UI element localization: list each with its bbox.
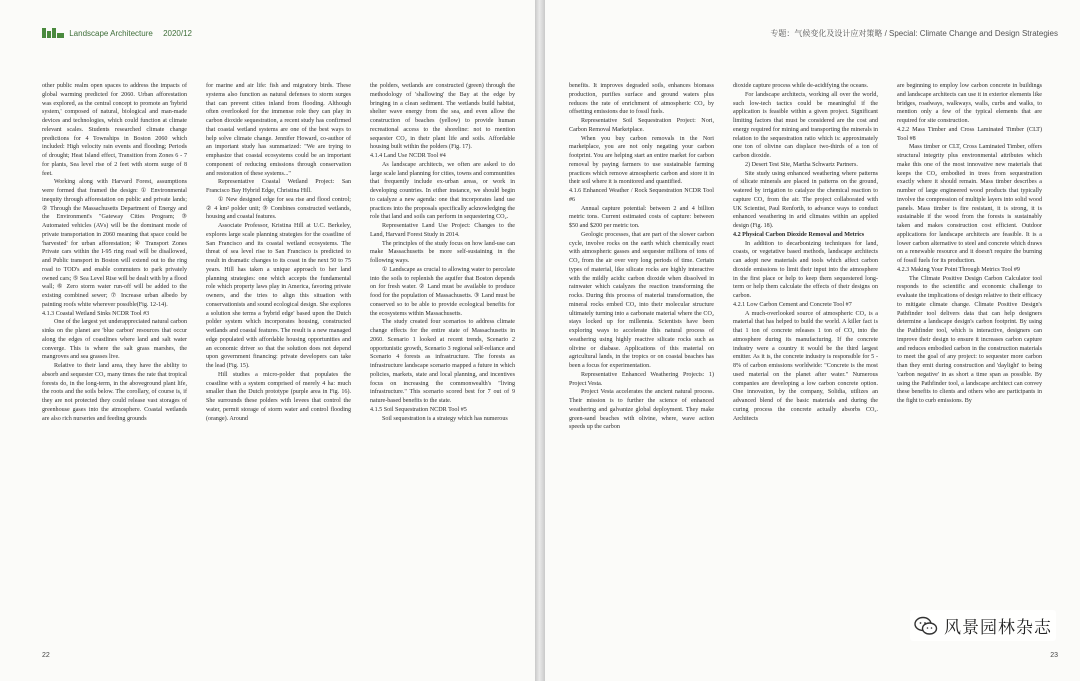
magazine-logo-icon — [42, 28, 64, 38]
body-paragraph: other public realm open spaces to address the impacts of global warming predicted for 2060. Urban afforestation was explored, as the central concept to promote an 'hybrid system,' composed of natural, biological and man-made devices and technologies, which could function at climate relevant scales. Students researched climate change predictions for 4 Townships in Boston 2060 which included: High velocity rain events and flooding; Periods of drought; Heat Island effect, Transition from Zones 6 - 7 for plants, Sea level rise of 2 feet with storm surge of 8 feet. — [42, 83, 187, 177]
body-paragraph: 4.1.5 Soil Sequestration NCDR Tool #5 — [370, 406, 467, 413]
body-paragraph: 4.1.3 Coastal Wetland Sinks NCDR Tool #3 — [42, 310, 150, 317]
body-paragraph: 4.2.3 Making Your Point Through Metrics Tool #9 — [897, 266, 1020, 273]
body-paragraph: Site study using enhanced weathering where patterns of silicate minerals are placed in patterns on the ground, watered by irrigation to catalyze the chemical reaction to capture CO₂ from the air. The project collaborated with UK Scientist, Paul Renforth, to advance ways to conduct enhanced weathering in arid climates within an applied design (Fig. 18). — [733, 170, 878, 229]
issue-date: 2020/12 — [163, 28, 192, 38]
body-paragraph: Annual capture potential: between 2 and 4 billion metric tons. Current estimated costs of capture: between $50 and $200 per metric ton. — [569, 205, 714, 229]
body-paragraph: Soil sequestration is a strategy which has numerous — [382, 415, 508, 422]
body-paragraph: 4.1.4 Land Use NCDR Tool #4 — [370, 153, 446, 159]
body-paragraph: One of the largest yet underappreciated natural carbon sinks on the planet are 'blue carbon' resources that occur along the edges of coastlines where land and salt water converge. This is where the salt grass marshes, the mangroves and sea grasses live. — [42, 319, 187, 361]
wechat-watermark — [910, 610, 1056, 641]
text-column — [206, 82, 351, 627]
body-paragraph: for marine and air life: fish and migratory birds. These systems also function as natural defenses to storm surges that can prevent cities inland from flooding. Although often overlooked for the immense role they can play in carbon dioxide sequestration, a recent study has confirmed that coastal wetland systems are one of the best ways to help solve climate change. Jennifer Howard, co-author of an important study has summarized: "We are trying to emphasize that coastal ecosystems could be an important component of reducing emissions through conservation and restoration of these systems..." — [206, 83, 351, 177]
body-paragraph: The principles of the study focus on how land-use can make Massachusetts be more self-sustaining in the following ways. — [370, 240, 515, 264]
body-paragraph: A much-overlooked source of atmospheric CO₂ is a material that has helped to build the world. A killer fact is that 1 ton of concrete releases 1 ton of CO₂ into the atmosphere during its manufacturing. If the concrete industry were a country it would be the third largest emitter. As it is, the concrete industry is responsible for 5 - 8% of carbon emissions worldwide: "Concrete is the most used material on the planet after water." Numerous companies are developing a low carbon concrete option. One innovation, by the company, Solidia, utilizes an advanced blend of the basic materials and during the curing process the concrete actually absorbs CO₂. Architects — [733, 310, 878, 422]
body-paragraph: Mass timber or CLT, Cross Laminated Timber, offers structural integrity plus environmental attributes which make this one of the most innovative new materials that keeps the CO₂ embodied in trees from sequestration exactly where it should remain. Mass timber describes a number of large engineered wood products that typically involve the compression of multiple layers into solid wood panels. Mass timber is fire resistant, it is strong, it is sustainable if the wood from the forests is sustainably taken and makes construction cost efficient. Outdoor applications for landscape architects are feasible. It is a lower carbon alternative to steel and concrete which draws on a renewable resource and it doesn't require the burning of fossil fuels for its production. — [897, 144, 1042, 264]
text-column — [370, 82, 515, 627]
text-column — [897, 82, 1042, 627]
body-paragraph: Relative to their land area, they have the ability to absorb and sequester CO₂ many times the rate that tropical forests do, in the long-term, in the aboveground plant life, the roots and the soils below. The corollary, of course is, if they are not protected they could release vast storages of greenhouse gases into the atmosphere. Coastal wetlands are also rich nurseries and feeding grounds — [42, 363, 187, 422]
body-paragraph: When you buy carbon removals in the Nori marketplace, you are not only negating your carbon footprint. You are helping start an entire market for carbon removal by paying farmers to use sustainable farming practices which remove atmospheric carbon and store it in their soil where it is monitored and quantified. — [569, 135, 714, 186]
body-paragraph: 2) Desert Test Site, Martha Schwartz Partners. — [745, 161, 858, 168]
right-page — [545, 0, 1080, 681]
body-paragraph: dioxide capture process while de-acidifying the oceans. — [733, 83, 869, 89]
body-paragraph: ① Landscape as crucial to allowing water to percolate into the soils to replenish the aquifer that Boston depends on for fresh water. ② Land must be available to produce food for the population of Massachusetts. ③ Land must be conserved so to be able to provide ecological benefits for the ecosystems within Massachusetts. — [370, 266, 515, 317]
body-paragraph: 4.1.6 Enhanced Weather / Rock Sequestration NCDR Tool #6 — [569, 188, 714, 203]
body-paragraph: As landscape architects, we often are asked to do large scale land planning for cities, towns and communities that frequently include ex-urban areas, or work in developing countries. In either instance, we should begin to catalyze a new agenda: one that incorporates land use practices into the proposals specifically acknowledging the role that land and soils can perform in sequestering CO₂. — [370, 161, 515, 221]
body-paragraph: Representative Coastal Wetland Project: San Francisco Bay Hybrid Edge, Christina Hill. — [206, 179, 351, 194]
watermark-text: 风景园林杂志 — [944, 618, 1052, 638]
text-column — [733, 82, 878, 627]
wechat-icon — [914, 616, 938, 636]
right-text-columns — [569, 82, 1042, 627]
left-page-number: 22 — [42, 652, 50, 659]
body-paragraph: Geologic processes, that are part of the slower carbon cycle, involve rocks on the earth which chemically react with atmospheric gasses and sequester millions of tons of CO₂ from the air over very long periods of time. Certain types of material, like silicate rocks are highly interactive with the mildly acidic carbon dioxide when dissolved in rainwater which catalyzes the reaction transforming the rocks. During this process of material transformation, the mineral rocks embed CO₂ into their molecular structure ultimately turning into a carbonate material where the CO₂ stays locked up for millennia. Scientists have been exploring ways to accelerate this natural process of weathering using highly reactive silicate rocks such as olivine or diabase. Applications of this material on agricultural lands, in the tropics or on coastal beaches has been a focus for experimentation. — [569, 231, 714, 369]
body-paragraph: Hill studies a micro-polder that populates the coastline with a system comprised of merely 4 ha: much smaller than the Dutch prototype (purple area in Fig. 16). She surrounds these polders with levees that control the water, permit storage of storm water and control flooding (orange). Around — [206, 371, 351, 422]
body-paragraph: In addition to decarbonizing techniques for land, coasts, or vegetative based methods, landscape architects can adopt new materials and tools which affect carbon dioxide emissions to limit their input into the atmosphere in the first place or help to keep them sequestered long-term or help them calculate the effects of their designs on carbon. — [733, 240, 878, 299]
left-running-header — [42, 28, 200, 38]
left-page — [0, 0, 535, 681]
text-column — [569, 82, 714, 627]
book-gutter — [535, 0, 545, 681]
body-paragraph: Working along with Harvard Forest, assumptions were formed that framed the design: ① Environmental inequity through afforestation on public and private lands; ② Through the Massachusetts Department of Energy and the Environment's "Gateway Cities Program; ③ Automated vehicles (AVs) will be the dominant mode of private transportation in 2060 meaning that space could be 'harvested' for urban afforestation; ④ Transport Zones Private cars within the I-95 ring road will be disallowed, and Public transport in Boston will extend out to the ring road to TOD's and enable commuters to park privately owned cars; ⑤ Sea Level Rise will be dealt with by a flood wall; ⑥ Zero storm water run-off will be added to the existing combined sewer; ⑦ Increase urban albedo by painting roofs white wherever possible(Fig. 12-14). — [42, 179, 187, 308]
body-paragraph: are beginning to employ low carbon concrete in buildings and landscape architects can use it in exterior elements like bridges, roadways, walkways, walls, curbs and walks, to mention only a few of the typical elements that are required for site construction. — [897, 83, 1042, 124]
body-paragraph: The study created four scenarios to address climate change effects for the entire state of Massachusetts in 2060. Scenario 1 looked at recent trends, Scenario 2 opportunistic growth, Scenario 3 regional self-reliance and Scenario 4 forests as infrastructure. The forests as infrastructure landscape scenario mapped a future in which policies, markets, state and local planning, and incentives focus on increasing the commonwealth's "living infrastructure." This scenario scored best for 7 out of 9 nature-based benefits to the state. — [370, 319, 515, 404]
body-paragraph: For landscape architects, working all over the world, such low-tech tactics could be meaningful if the application is feasible within a given project. Significant limiting factors that must be considered are the cost and energy required for mining and transporting the minerals in relation to the sequestration ratio which is: approximately one ton of olivine can displace two-thirds of a ton of carbon dioxide. — [733, 91, 878, 159]
body-paragraph: Representative Land Use Project: Changes to the Land, Harvard Forest Study in 2014. — [370, 223, 515, 238]
text-column — [42, 82, 187, 627]
body-paragraph: the polders, wetlands are constructed (green) through the methodology of 'shallowing' the Bay at the edge by bringing in a clean sediment. The wetlands build habitat, shelter wave energy from the sea, and even allow the construction of beaches (yellow) to provide human recreational access to the shoreline: not to mention sequester CO₂ in their plant life and soils. Affordable housing built within the polders (Fig. 17). — [370, 83, 515, 151]
magazine-title: Landscape Architecture — [69, 28, 153, 38]
body-paragraph: The Climate Positive Design Carbon Calculator tool responds to the scientific and economic challenge to evaluate the implications of design relative to their efficacy to mitigate climate change. Climate Positive Design's Pathfinder tool delivers data that can help designers determine a landscape design's carbon footprint. By using the Pathfinder tool, which is interactive, designers can improve their design to ensure it increases carbon capture and reduces embodied carbon in the construction materials to meet the goal of any project: to sequester more carbon than they emit during construction and 'daylight' to being 'carbon negative' in as short a time span as possible. By using the Pathfinder tool, a landscape architect can convey these benefits to clients and others who are participants in the fight to curb emissions. By — [897, 275, 1042, 404]
body-paragraph: Project Vesta accelerates the ancient natural process. Their mission is to further the science of enhanced weathering and galvanize global deployment. They make green-sand beaches with olivine, where, wave action speeds up the carbon — [569, 389, 714, 431]
body-paragraph: 4.2.1 Low Carbon Cement and Concrete Tool #7 — [733, 301, 852, 308]
section-heading: 4.2 Physical Carbon Dioxide Removal and Metrics — [733, 231, 865, 238]
right-running-header: 专题：气候变化及设计应对策略 / Special: Climate Change and Design Strategies — [770, 29, 1058, 38]
body-paragraph: Associate Professor, Kristina Hill at U.C. Berkeley, explores large scale planning strategies for the coastline of San Francisco and its coastal wetland ecosystems. The threat of sea level rise to San Francisco is predicted to result in dramatic changes to its coast in the next 50 to 75 years. Hill has taken a unique approach to her land planning strategies: one which accepts the fundamental role which property laws play in America, favoring private owners, and the tries to align this situation with conservationists and sound ecological design. She explores a solution she terms a 'hybrid edge' based upon the Dutch polder system which incorporates housing, constructed wetlands and coastal features. The result is a new managed edge populated with affordable housing opportunities and an economic driver so that the solution does not depend upon government financing: private developers can take the lead (Fig. 15). — [206, 223, 351, 369]
right-page-number: 23 — [1050, 652, 1058, 659]
body-paragraph: ① New designed edge for sea rise and flood control; ② 4 km² polder unit; ③ Combines constructed wetlands, housing and coastal features. — [206, 196, 351, 221]
left-text-columns — [42, 82, 515, 627]
body-paragraph: benefits. It improves degraded soils, enhances biomass production, purifies surface and ground waters plus reduces the rate of enrichment of atmospheric CO₂ by offsetting emissions due to fossil fuels. — [569, 83, 714, 116]
body-paragraph: Representative Soil Sequestration Project: Nori, Carbon Removal Marketplace. — [569, 118, 714, 133]
body-paragraph: 4.2.2 Mass Timber and Cross Laminated Timber (CLT) Tool #8 — [897, 126, 1042, 142]
body-paragraph: Representative Enhanced Weathering Projects: 1) Project Vesta. — [569, 371, 714, 387]
